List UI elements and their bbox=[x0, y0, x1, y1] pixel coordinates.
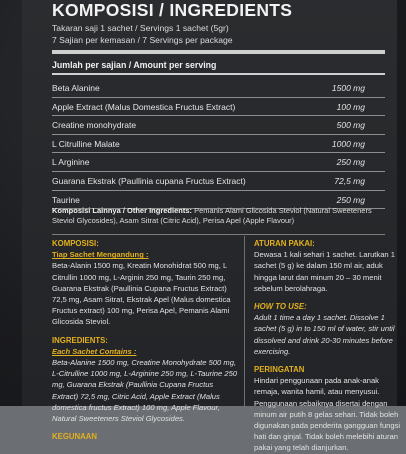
nutrient-amount: 1500 mg bbox=[331, 83, 365, 93]
nutrient-amount: 250 mg bbox=[336, 194, 365, 205]
nutrient-row bbox=[52, 79, 385, 98]
nutrient-amount: 100 mg bbox=[336, 101, 365, 112]
nutrient-table bbox=[52, 79, 385, 209]
nutrient-name: Creatine monohydrate bbox=[52, 120, 137, 131]
panel-title: KOMPOSISI / INGREDIENTS bbox=[52, 0, 293, 20]
kegunaan-heading: KEGUNAAN bbox=[52, 432, 98, 442]
nutrient-amount: 72,5 mg bbox=[334, 175, 365, 186]
other-ingredients bbox=[52, 206, 387, 226]
how-to-use-heading: HOW TO USE: bbox=[254, 302, 307, 312]
nutrient-row bbox=[52, 153, 385, 172]
column-separator bbox=[244, 236, 245, 406]
tiap-sachet-heading: Tiap Sachet Mengandung : bbox=[52, 250, 149, 260]
nutrient-amount: 1000 mg bbox=[331, 138, 365, 149]
servings-per-package-line: 7 Sajian per kemasan / 7 Servings per package bbox=[52, 35, 233, 45]
nutrient-row bbox=[52, 172, 385, 191]
komposisi-text: Beta-Alanin 1500 mg, Kreatin Monohidrat 500 mg, L Citrullin 1000 mg, L-Arginin 250 mg, Taurin 250 mg, Guarana Ekstrak (Paullinia Cupana Fructus Extract) 72,5 mg, Asam Sitrat, Ekstrak Apel (Malus domestica Fructus extract) 100 mg, Perisa Apel, Pemanis Alami Glicosida Steviol. bbox=[52, 261, 231, 327]
usage-column bbox=[254, 238, 404, 454]
nutrient-name: L Citrulline Malate bbox=[52, 138, 120, 149]
peringatan-heading: PERINGATAN bbox=[254, 365, 305, 375]
nutrient-name: Beta Alanine bbox=[52, 83, 100, 93]
nutrient-name: Guarana Ekstrak (Paullinia cupana Fructus Extract) bbox=[52, 175, 246, 186]
ingredients-panel bbox=[22, 0, 401, 453]
nutrient-amount: 500 mg bbox=[336, 120, 365, 131]
nutrient-name: Apple Extract (Malus Domestica Fructus Extract) bbox=[52, 101, 236, 112]
ingredients-text: Beta-Alanine 1500 mg, Creatine Monohydrate 500 mg, L-Citrulline 1000 mg, L-Arginine 250 mg, L-Taurine 250 mg, Guarana Ekstrak (Paullinia Cupana Fructus Extract) 72,5 mg, Citric Acid, Apple Extract (Malus domestica fructus Extract) 100 mg, Apple Flavour, Natural Sweeteners Steviol Glycosides. bbox=[52, 358, 238, 424]
nutrient-name: Taurine bbox=[52, 194, 80, 205]
each-sachet-heading: Each Sachet Contains : bbox=[52, 346, 137, 356]
komposisi-column bbox=[52, 238, 238, 442]
ingredients-heading: INGREDIENTS: bbox=[52, 335, 108, 345]
nutrient-row bbox=[52, 116, 385, 135]
nutrient-row bbox=[52, 135, 385, 154]
komposisi-heading: KOMPOSISI: bbox=[52, 239, 99, 248]
section-divider bbox=[52, 234, 385, 235]
how-to-use-text: Adult 1 time a day 1 sachet. Dissolve 1 sachet (5 g) in to 150 ml of water, stir until dissolved and drink 20-30 minutes before exercising. bbox=[254, 313, 395, 356]
thick-divider bbox=[52, 50, 385, 54]
other-ingredients-label: Komposisi Lainnya / Other Ingredients: bbox=[52, 206, 193, 215]
heading-divider bbox=[52, 73, 385, 75]
aturan-pakai-text: Dewasa 1 kali sehari 1 sachet. Larutkan 1 sachet (5 g) ke dalam 150 ml air, aduk hingga larut dan minum 20 – 30 menit sebelum berolahraga. bbox=[254, 250, 395, 293]
aturan-pakai-heading: ATURAN PAKAI: bbox=[254, 239, 315, 248]
other-ingredients-text: Pemanis Alami Glicosida Steviol (Natural Sweeteners Steviol Glycosides), Asam Sitrat (Citric Acid), Perisa Apel (Apple Flavour) bbox=[52, 206, 372, 225]
nutrient-name: L Arginine bbox=[52, 157, 90, 168]
peringatan-text: Hindari penggunaan pada anak-anak remaja, wanita hamil, atau menyusui. Penggunaan sebaiknya disertai dengan minum air putih 8 gelas sehari. Tidak boleh digunakan pada penderita gangguan fungsi hati dan ginjal. Tidak boleh melebihi aturan pakai yang telah dianjurkan. bbox=[254, 376, 401, 453]
amount-per-serving-heading: Jumlah per sajian / Amount per serving bbox=[52, 60, 217, 70]
nutrient-row bbox=[52, 98, 385, 117]
nutrient-amount: 250 mg bbox=[336, 157, 365, 168]
serving-size-line: Takaran saji 1 sachet / Servings 1 sachet (5gr) bbox=[52, 23, 229, 33]
